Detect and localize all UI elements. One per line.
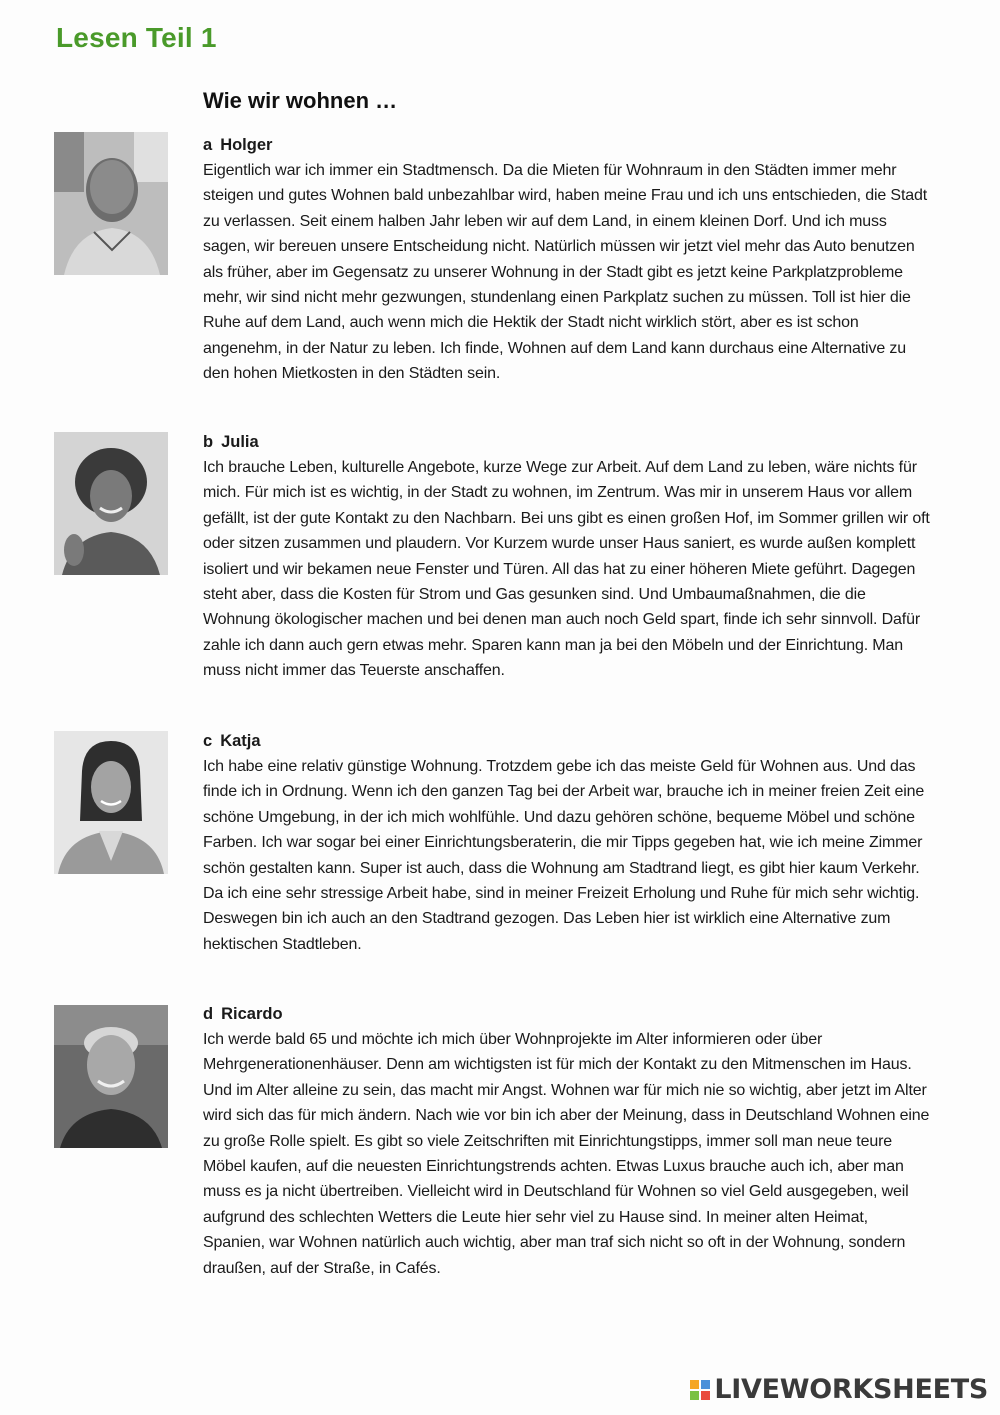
liveworksheets-logo-icon (690, 1380, 710, 1400)
liveworksheets-watermark (690, 1374, 988, 1405)
entry-letter: d (203, 1005, 214, 1023)
entry-heading (203, 134, 931, 156)
page-heading: Wie wir wohnen … (203, 88, 398, 113)
section-title: Lesen Teil 1 (56, 22, 217, 53)
entry-letter: a (203, 136, 213, 154)
photo-holger (54, 132, 168, 275)
entry-text: Eigentlich war ich immer ein Stadtmensch. Da die Mieten für Wohnraum in den Städten immer mehr steigen und gutes Wohnen bald unbezahlbar wird, haben meine Frau und ich uns entschieden, die Stadt zu verlassen. Seit einem halben Jahr leben wir auf dem Land, in einem kleinen Dorf. Und ich muss sagen, wir bereuen unsere Entscheidung nicht. Natürlich müssen wir jetzt viel mehr das Auto benutzen als früher, aber im Gegensatz zu unserer Wohnung in der Stadt gibt es jetzt keine Parkplatzprobleme mehr, wir sind nicht mehr gezwungen, stundenlang einen Parkplatz suchen zu müssen. Toll ist hier die Ruhe auf dem Land, auch wenn mich die Hektik der Stadt nicht wirklich stört, aber es ist schon angenehm, in der Natur zu leben. Ich finde, Wohnen auf dem Land kann durchaus eine Alternative zu den hohen Mietkosten in den Städten sein. (203, 162, 928, 383)
entry-julia (203, 431, 931, 684)
entry-heading (203, 1003, 931, 1025)
entry-text: Ich werde bald 65 und möchte ich mich über Wohnprojekte im Alter informieren oder über Mehrgenerationenhäuser. Denn am wichtigsten ist für mich der Kontakt zu den Mitmenschen im Haus. Und im Alter alleine zu sein, das macht mir Angst. Wohnen war für mich nie so wichtig, aber jetzt im Alter wird sich das für mich ändern. Nach wie vor bin ich aber der Meinung, dass in Deutschland Wohnen eine zu große Rolle spielt. Es gibt so viele Zeitschriften mit Einrichtungstipps, immer soll man neue teure Möbel kaufen, auf die neuesten Einrichtungstrends achten. Etwas Luxus brauche auch ich, aber man muss es ja nicht übertreiben. Vielleicht wird in Deutschland für Wohnen so viel Geld ausgegeben, weil aufgrund des schlechten Wetters die Leute hier sehr viel zu Hause sind. In meiner alten Heimat, Spanien, war Wohnen natürlich auch wichtig, aber man traf sich nicht so oft in der Wohnung, sondern draußen, auf der Straße, in Cafés. (203, 1031, 930, 1277)
entry-heading (203, 431, 931, 453)
watermark-text: LIVEWORKSHEETS (714, 1374, 988, 1405)
entry-name: Holger (220, 136, 273, 154)
photo-julia (54, 432, 168, 575)
entry-text: Ich habe eine relativ günstige Wohnung. Trotzdem gebe ich das meiste Geld für Wohnen aus. Und das finde ich in Ordnung. Wenn ich den ganzen Tag bei der Arbeit war, brauche ich in meiner freien Zeit eine schöne Umgebung, in der ich mich wohlfühle. Und dazu gehören schöne, bequeme Möbel und schöne Farben. Ich war sogar bei einer Einrichtungsberaterin, die mir Tipps gegeben hat, wie ich meine Zimmer schön gestalten kann. Super ist auch, dass die Wohnung am Stadtrand liegt, es gibt hier kaum Verkehr. Da ich eine sehr stressige Arbeit habe, sind in meiner Freizeit Erholung und Ruhe für mich sehr wichtig. Deswegen bin ich auch an den Stadtrand gezogen. Das Leben hier ist wirklich eine Alternative zum hektischen Stadtleben. (203, 758, 925, 953)
entry-name: Katja (220, 732, 261, 750)
photo-ricardo (54, 1005, 168, 1148)
entry-letter: b (203, 433, 214, 451)
entry-heading (203, 730, 931, 752)
entry-ricardo (203, 1003, 931, 1281)
entry-text: Ich brauche Leben, kulturelle Angebote, kurze Wege zur Arbeit. Auf dem Land zu leben, wäre nichts für mich. Für mich ist es wichtig, in der Stadt zu wohnen, im Zentrum. Was mir in unserem Haus vor allem gefällt, ist der gute Kontakt zu den Nachbarn. Bei uns gibt es einen großen Hof, im Sommer grillen wir oft oder sitzen zusammen und plaudern. Vor Kurzem wurde unser Haus saniert, es wurde außen komplett isoliert und wir bekamen neue Fenster und Türen. All das hat zu einer höheren Miete geführt. Dagegen steht aber, dass die Kosten für Strom und Gas gesunken sind. Und Umbaumaßnahmen, die die Wohnung ökologischer machen und bei denen man auch noch Geld spart, finde ich sehr sinnvoll. Dafür zahle ich dann auch gern etwas mehr. Sparen kann man ja bei den Möbeln und der Einrichtung. Man muss nicht immer das Teuerste anschaffen. (203, 459, 930, 680)
entry-katja (203, 730, 931, 957)
entry-letter: c (203, 732, 213, 750)
entry-name: Julia (221, 433, 259, 451)
entry-name: Ricardo (221, 1005, 283, 1023)
photo-katja (54, 731, 168, 874)
entry-holger (203, 134, 931, 387)
